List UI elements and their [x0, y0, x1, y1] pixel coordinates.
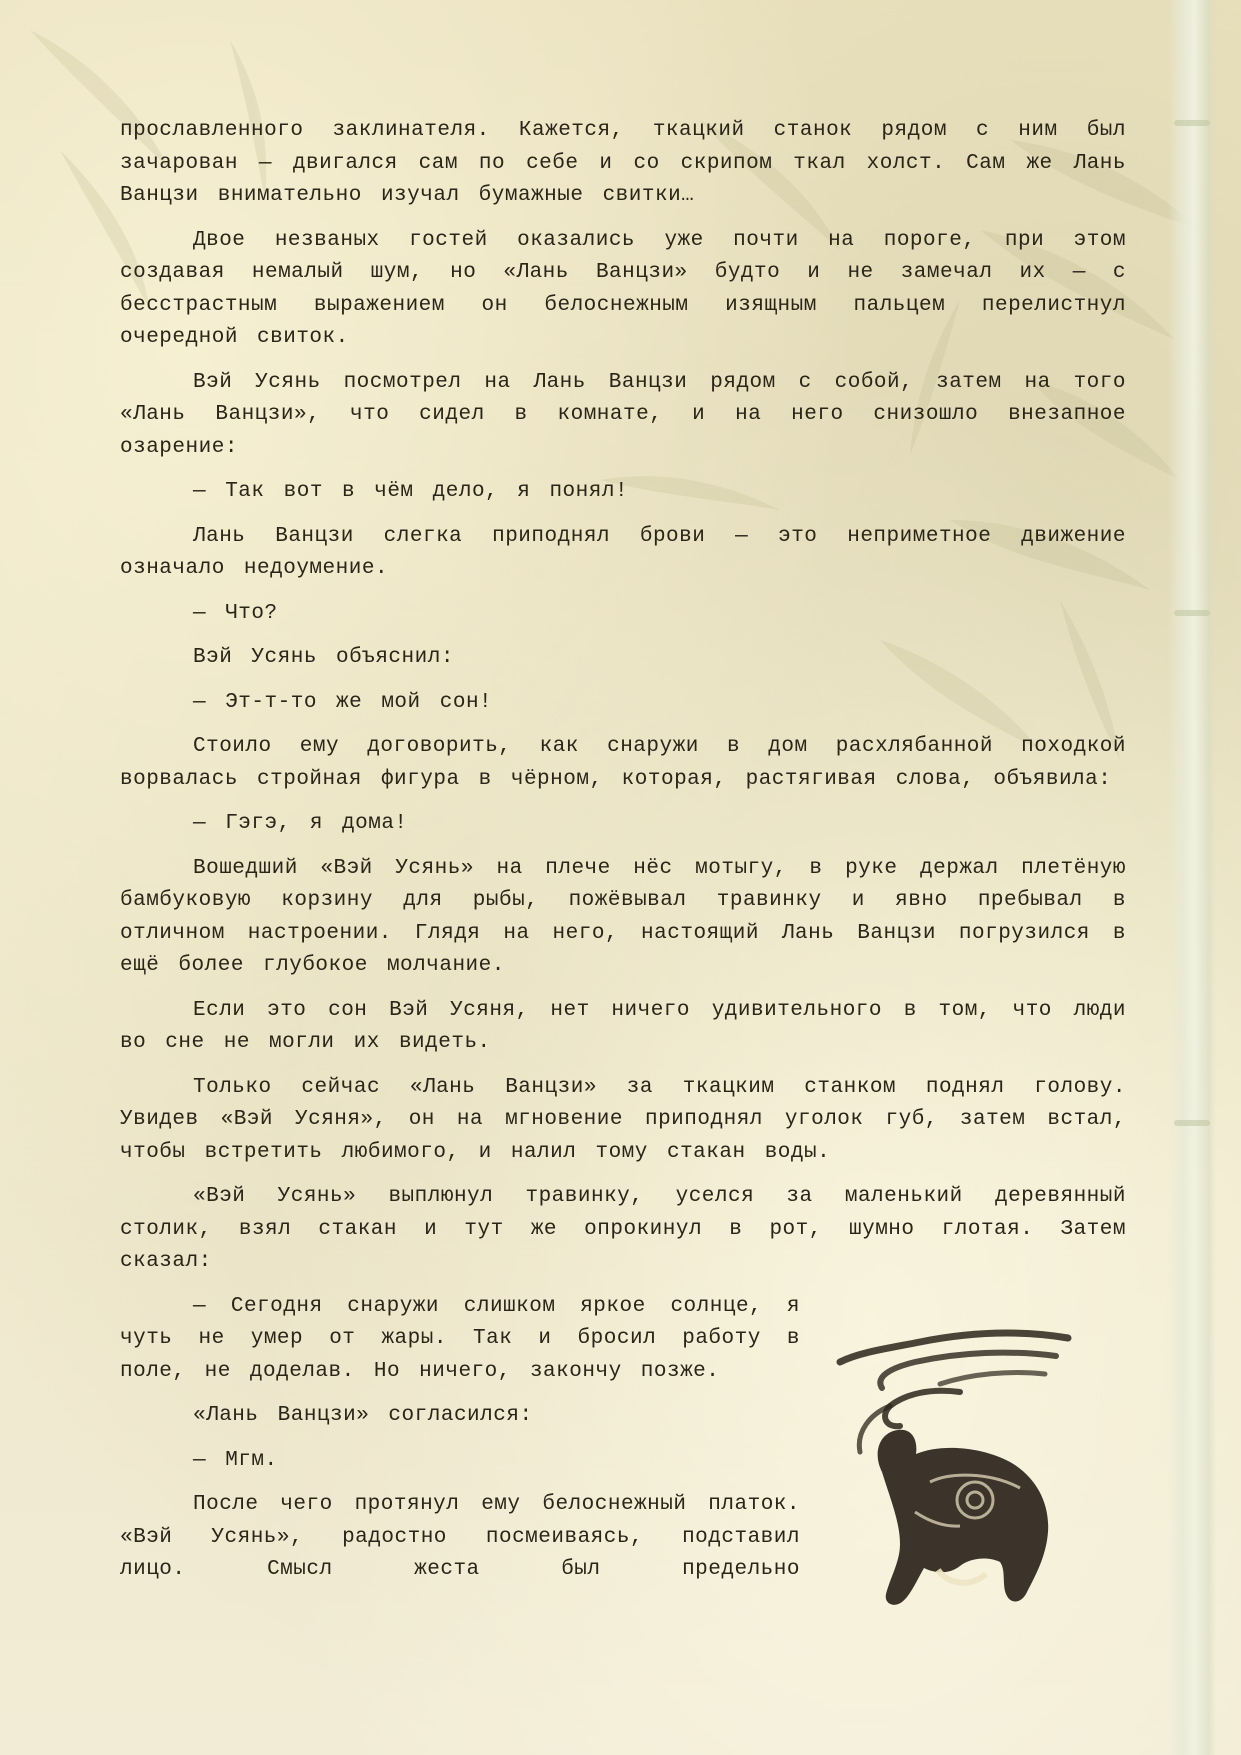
bamboo-stalk-decoration: [1168, 0, 1216, 1755]
dialogue-line: — Эт-т-то же мой сон!: [193, 690, 493, 714]
paragraph: «Лань Ванцзи» согласился:: [193, 1404, 533, 1427]
dialogue-line: — Гэгэ, я дома!: [193, 812, 408, 835]
paragraph: Двое незваных гостей оказались уже почти на пороге, при этом создавая немалый шум, но «Лань Ванцзи» будто и не замечал их — с бесстрастным выражением он белоснежным изящным пальцем перелистнул очередной свиток.: [120, 228, 1126, 349]
paragraph: Только сейчас «Лань Ванцзи» за ткацким станком поднял голову. Увидев «Вэй Усяня», он на мгновение приподнял уголок губ, затем встал, чтобы встретить любимого, и налил тому стакан воды.: [120, 1075, 1126, 1164]
dialogue-line: — Сегодня снаружи слишком яркое солнце, я чуть не умер от жары. Так и бросил работу в поле, не доделав. Но ничего, закончу позже.: [120, 1294, 800, 1383]
dialogue-line: — Мгм.: [193, 1448, 278, 1472]
bamboo-node: [1174, 610, 1210, 616]
bamboo-node: [1174, 1120, 1210, 1126]
ink-beast-ornament-icon: [820, 1322, 1080, 1612]
bamboo-node: [1174, 120, 1210, 126]
paragraph: Стоило ему договорить, как снаружи в дом расхлябанной походкой ворвалась стройная фигура в чёрном, которая, растягивая слова, объявила:: [120, 735, 1126, 791]
paragraph: Лань Ванцзи слегка приподнял брови — это неприметное движение означало недоумение.: [120, 524, 1126, 580]
paragraph: прославленного заклинателя. Кажется, ткацкий станок рядом с ним был зачарован — двигался сам по себе и со скрипом ткал холст. Сам же Лань Ванцзи внимательно изучал бумажные свитки…: [120, 119, 1126, 207]
paragraph: После чего протянул ему белоснежный платок. «Вэй Усянь», радостно посмеиваясь, подставил лицо. Смысл жеста был предельно: [120, 1493, 800, 1581]
paragraph: «Вэй Усянь» выплюнул травинку, уселся за маленький деревянный столик, взял стакан и тут же опрокинул в рот, шумно глотая. Затем сказал:: [120, 1185, 1126, 1273]
paragraph: Если это сон Вэй Усяня, нет ничего удивительного в том, что люди во сне не могли их видеть.: [120, 998, 1126, 1054]
dialogue-line: — Что?: [193, 601, 278, 625]
ornament-body: [878, 1430, 1049, 1605]
paragraph: Вэй Усянь посмотрел на Лань Ванцзи рядом с собой, затем на того «Лань Ванцзи», что сидел в комнате, и на него снизошло внезапное озарение:: [120, 370, 1126, 459]
paragraph: Вошедший «Вэй Усянь» на плече нёс мотыгу, в руке держал плетёную бамбуковую корзину для рыбы, пожёвывал травинку и явно пребывал в отличном настроении. Глядя на него, настоящий Лань Ванцзи погрузился в ещё более глубокое молчание.: [120, 856, 1126, 977]
paragraph: Вэй Усянь объяснил:: [193, 646, 454, 669]
dialogue-line: — Так вот в чём дело, я понял!: [193, 480, 629, 503]
